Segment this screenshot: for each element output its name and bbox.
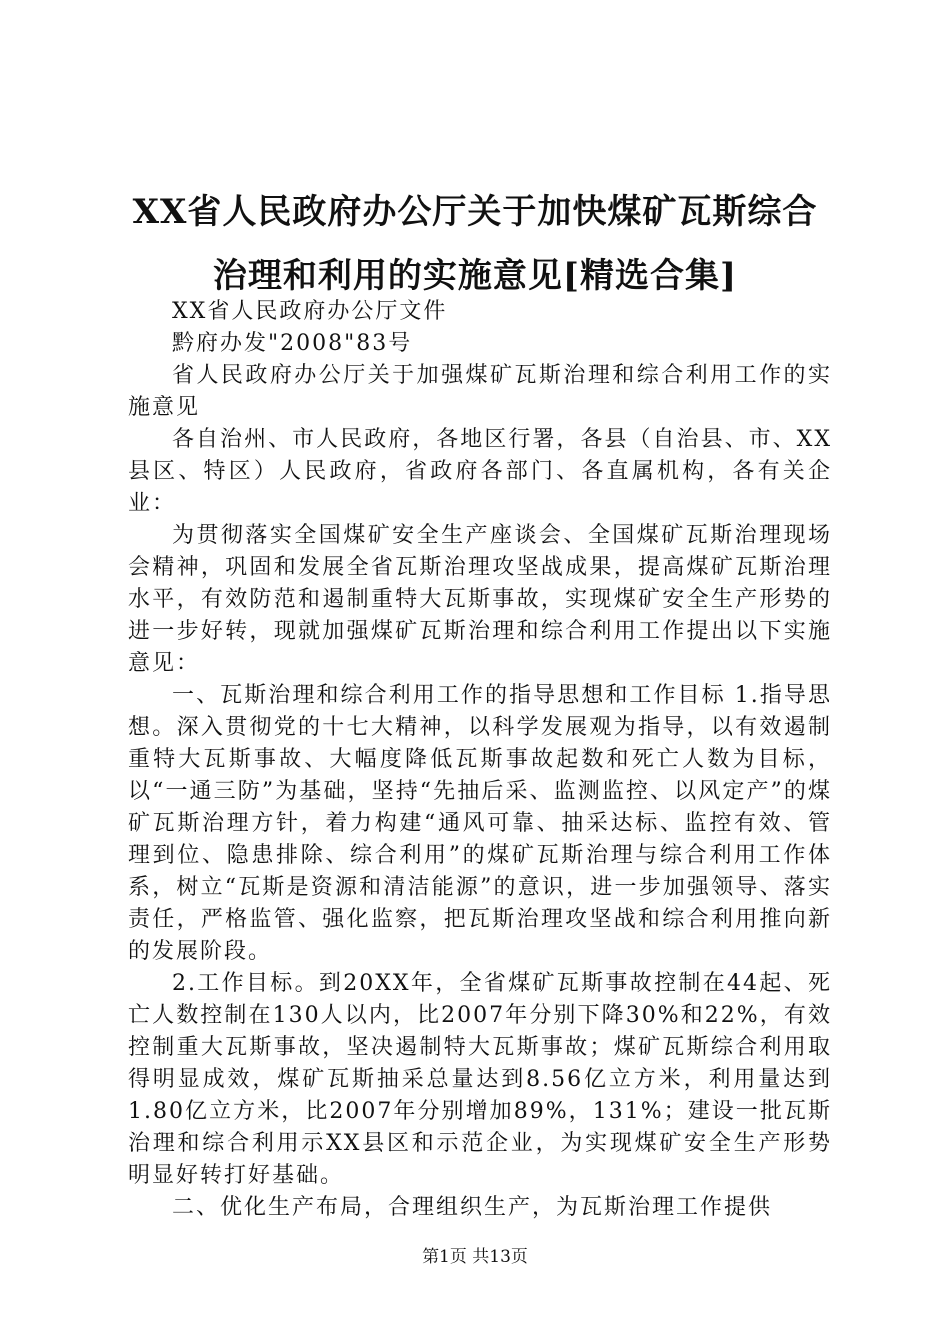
addressees: 各自治州、市人民政府，各地区行署，各县（自治县、市、XX县区、特区）人民政府，省政府各部门、各直属机构，各有关企业： [128, 427, 832, 516]
title-line-2: 治理和利用的实施意见[精选合集] [212, 256, 738, 296]
document-title [110, 180, 840, 308]
paragraph-goals: 2.工作目标。到20XX年，全省煤矿瓦斯事故控制在44起、死亡人数控制在130人以内，比2007年分别下降30%和22%，有效控制重大瓦斯事故，坚决遏制特大瓦斯事故；煤矿瓦斯综合利用取得明显成效，煤矿瓦斯抽采总量达到8.56亿立方米，利用量达到1.80亿立方米，比2007年分别增加89%，131%；建设一批瓦斯治理和综合利用示XX县区和示范企业，为实现煤矿安全生产形势明显好转打好基础。 [128, 971, 832, 1188]
page-footer: 第1页 共13页 [422, 1247, 528, 1267]
document-body [128, 296, 832, 1224]
title-line-1: XX省人民政府办公厅关于加快煤矿瓦斯综合 [132, 192, 818, 232]
issuer-line: XX省人民政府办公厅文件 [172, 299, 448, 324]
paragraph-section-2: 二、优化生产布局，合理组织生产，为瓦斯治理工作提供 [172, 1195, 773, 1220]
document-subject: 省人民政府办公厅关于加强煤矿瓦斯治理和综合利用工作的实施意见 [128, 363, 832, 420]
document-number: 黔府办发"2008"83号 [172, 331, 413, 356]
paragraph-intro: 为贯彻落实全国煤矿安全生产座谈会、全国煤矿瓦斯治理现场会精神，巩固和发展全省瓦斯治理攻坚战成果，提高煤矿瓦斯治理水平，有效防范和遏制重特大瓦斯事故，实现煤矿安全生产形势的进一步好转，现就加强煤矿瓦斯治理和综合利用工作提出以下实施意见： [128, 523, 832, 676]
paragraph-section-1: 一、瓦斯治理和综合利用工作的指导思想和工作目标 1.指导思想。深入贯彻党的十七大精神，以科学发展观为指导，以有效遏制重特大瓦斯事故、大幅度降低瓦斯事故起数和死亡人数为目标，以“一通三防”为基础，坚持“先抽后采、监测监控、以风定产”的煤矿瓦斯治理方针，着力构建“通风可靠、抽采达标、监控有效、管理到位、隐患排除、综合利用”的煤矿瓦斯治理与综合利用工作体系，树立“瓦斯是资源和清洁能源”的意识，进一步加强领导、落实责任，严格监管、强化监察，把瓦斯治理攻坚战和综合利用推向新的发展阶段。 [128, 683, 832, 964]
